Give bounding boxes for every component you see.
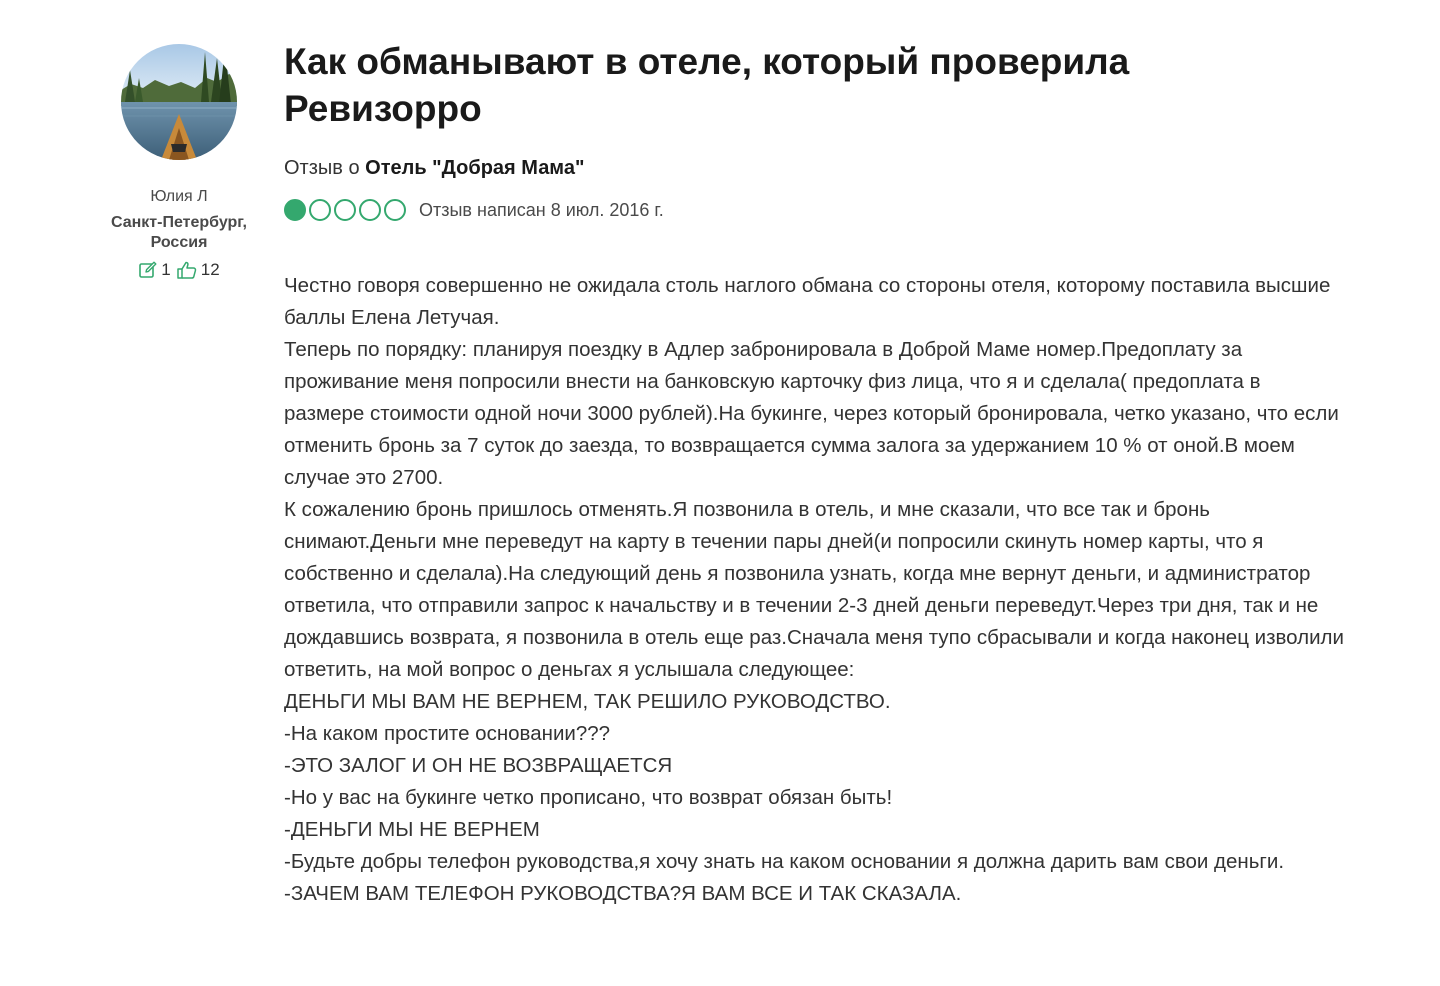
review-paragraph: Честно говоря совершенно не ожидала столь наглого обмана со стороны отеля, которому поставила высшие баллы Елена Летучая. <box>284 274 1331 329</box>
helpful-votes-stat[interactable] <box>176 260 220 280</box>
review-paragraph: -ЗАЧЕМ ВАМ ТЕЛЕФОН РУКОВОДСТВА?Я ВАМ ВСЕ И ТАК СКАЗАЛА. <box>284 882 962 905</box>
rating-bubble-empty <box>309 199 331 221</box>
user-location: Санкт-Петербург, Россия <box>110 214 247 251</box>
rating-row <box>284 196 1364 224</box>
review-title[interactable]: Как обманывают в отеле, который проверила Ревизорро <box>284 41 1130 129</box>
review-paragraph: -Но у вас на букинге четко прописано, что возврат обязан быть! <box>284 786 893 809</box>
bubble-rating <box>284 199 406 221</box>
review-count-stat[interactable] <box>138 260 170 280</box>
review-paragraph: -ЭТО ЗАЛОГ И ОН НЕ ВОЗВРАЩАЕТСЯ <box>284 754 673 777</box>
review-paragraph: К сожалению бронь пришлось отменять.Я позвонила в отель, и мне сказали, что все так и бронь снимают.Деньги мне переведут на карту в течении пары дней(и попросили скинуть номер карты, что я собственно и сделала).На следующий день я позвонила узнать, когда мне вернут деньги, и администратор ответила, что отправили запрос к начальству и в течении 2-3 дней деньги переведут.Через три дня, так и не дождавшись возврата, я позвонила в отель еще раз.Сначала меня тупо сбрасывали и когда наконец изволили ответить, на мой вопрос о деньгах я услышала следующее: <box>284 498 1344 681</box>
review-body <box>284 270 1344 910</box>
hotel-name-link[interactable]: Отель "Добрая Мама" <box>365 157 585 179</box>
helpful-votes: 12 <box>200 260 220 279</box>
review-container <box>284 38 1364 910</box>
review-date: Отзыв написан 8 июл. 2016 г. <box>419 199 664 220</box>
review-paragraph: -На каком простите основании??? <box>284 722 611 745</box>
rating-bubble-empty <box>334 199 356 221</box>
lake-canoe-photo <box>121 44 237 160</box>
review-paragraph: Теперь по порядку: планируя поездку в Адлер забронировала в Доброй Маме номер.Предоплату за проживание меня попросили внести на банковскую карточку физ лица, что я и сделала( предоплата в размере стоимости одной ночи 3000 рублей).На букинге, через который бронировала, четко указано, что если отменить бронь за 7 суток до заезда, то возвращается сумма залога за удержанием 10 % от оной.В моем случае это 2700. <box>284 338 1339 489</box>
review-subject <box>284 155 1364 181</box>
avatar[interactable] <box>121 44 237 160</box>
review-of-prefix: Отзыв о <box>284 157 360 179</box>
user-stats <box>92 260 266 280</box>
review-paragraph: ДЕНЬГИ МЫ ВАМ НЕ ВЕРНЕМ, ТАК РЕШИЛО РУКОВОДСТВО. <box>284 690 891 713</box>
username[interactable]: Юлия Л <box>150 188 208 205</box>
rating-bubble-filled <box>284 199 306 221</box>
thumbs-up-icon <box>176 260 198 280</box>
rating-bubble-empty <box>359 199 381 221</box>
edit-review-icon <box>138 260 158 280</box>
rating-bubble-empty <box>384 199 406 221</box>
review-paragraph: -ДЕНЬГИ МЫ НЕ ВЕРНЕМ <box>284 818 540 841</box>
review-paragraph: -Будьте добры телефон руководства,я хочу знать на каком основании я должна дарить вам свои деньги. <box>284 850 1285 873</box>
reviewer-card <box>92 44 266 280</box>
review-count: 1 <box>161 260 171 279</box>
